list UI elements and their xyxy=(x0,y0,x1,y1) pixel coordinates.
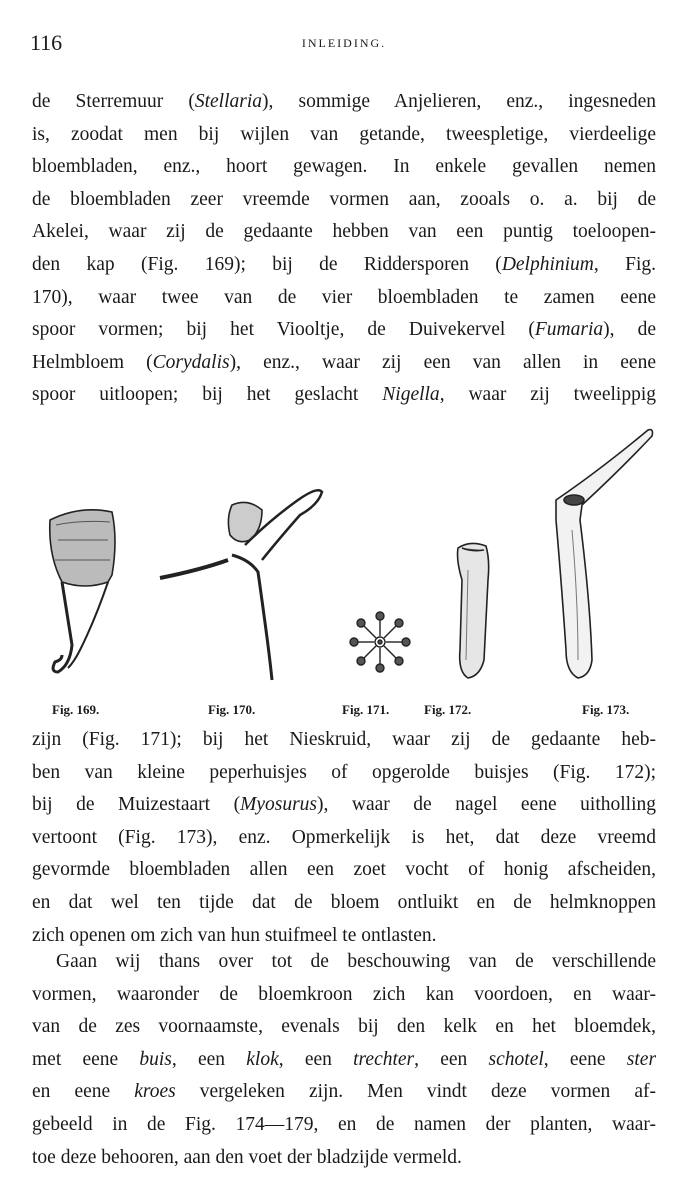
text-line: en eene kroes vergeleken zijn. Men vindt deze vormen af- xyxy=(32,1081,656,1103)
fig-172-label: Fig. 172. xyxy=(424,702,472,717)
text-line: 170), waar twee van de vier bloembladen te zamen eene xyxy=(32,286,656,308)
text-line: zich openen om zich van hun stuifmeel te ontlasten. xyxy=(32,924,437,946)
fig-171-nigella-star xyxy=(350,612,410,672)
paragraph-1 xyxy=(32,86,656,412)
fig-171-label: Fig. 171. xyxy=(342,702,390,717)
figure-illustrations xyxy=(0,420,678,730)
text-line: spoor uitloopen; bij het geslacht Nigella, waar zij tweelippig xyxy=(32,384,656,406)
text-line: bij de Muizestaart (Myosurus), waar de nagel eene uitholling xyxy=(32,794,656,816)
text-line: vertoont (Fig. 173), enz. Opmerkelijk is het, dat deze vreemd xyxy=(32,826,656,848)
text-line: van de zes voornaamste, evenals bij den kelk en het bloemdek, xyxy=(32,1016,656,1038)
text-line: spoor vormen; bij het Viooltje, de Duivekervel (Fumaria), de xyxy=(32,319,656,341)
text-line: zijn (Fig. 171); bij het Nieskruid, waar zij de gedaante heb- xyxy=(32,729,656,750)
text-line: ben van kleine peperhuisjes of opgerolde buisjes (Fig. 172); xyxy=(32,761,656,783)
text-line: den kap (Fig. 169); bij de Riddersporen (Delphinium, Fig. xyxy=(32,253,656,275)
fig-169-label: Fig. 169. xyxy=(52,702,100,717)
fig-173-myosurus-petal xyxy=(556,430,653,678)
fig-173-label: Fig. 173. xyxy=(582,702,630,717)
text-line: Akelei, waar zij de gedaante hebben van een puntig toeloopen- xyxy=(32,221,656,243)
text-line: en dat wel ten tijde dat de bloem ontluikt en de helmknoppen xyxy=(32,891,656,913)
paragraph-2 xyxy=(32,724,656,952)
fig-170-delphinium-spur xyxy=(160,490,322,680)
text-line: bloembladen, enz., hoort gewagen. In enkele gevallen nemen xyxy=(32,156,656,178)
page-header xyxy=(30,30,658,64)
paragraph-3 xyxy=(32,946,656,1174)
page-number: 116 xyxy=(30,30,63,55)
text-line: is, zoodat men bij wijlen van getande, tweespletige, vierdeelige xyxy=(32,123,656,145)
text-line: de Sterremuur (Stellaria), sommige Anjelieren, enz., ingesneden xyxy=(32,91,656,112)
text-line: Helmbloem (Corydalis), enz., waar zij een van allen in eene xyxy=(32,351,656,373)
fig-169-akelei-petal xyxy=(50,510,115,672)
fig-170-label: Fig. 170. xyxy=(208,702,256,717)
running-head: INLEIDING. xyxy=(301,36,387,50)
text-line: de bloembladen zeer vreemde vormen aan, zooals o. a. bij de xyxy=(32,188,656,210)
text-line: Gaan wij thans over tot de beschouwing van de verschillende xyxy=(56,951,656,972)
text-line: toe deze behooren, aan den voet der bladzijde vermeld. xyxy=(32,1146,462,1168)
fig-172-helleborus-tube xyxy=(458,543,489,678)
text-line: vormen, waaronder de bloemkroon zich kan voordoen, en waar- xyxy=(32,983,656,1005)
text-line: gebeeld in de Fig. 174—179, en de namen der planten, waar- xyxy=(32,1113,656,1135)
text-line: gevormde bloembladen allen een zoet vocht of honig afscheiden, xyxy=(32,859,656,881)
text-line: met eene buis, een klok, een trechter, een schotel, eene ster xyxy=(32,1048,657,1070)
